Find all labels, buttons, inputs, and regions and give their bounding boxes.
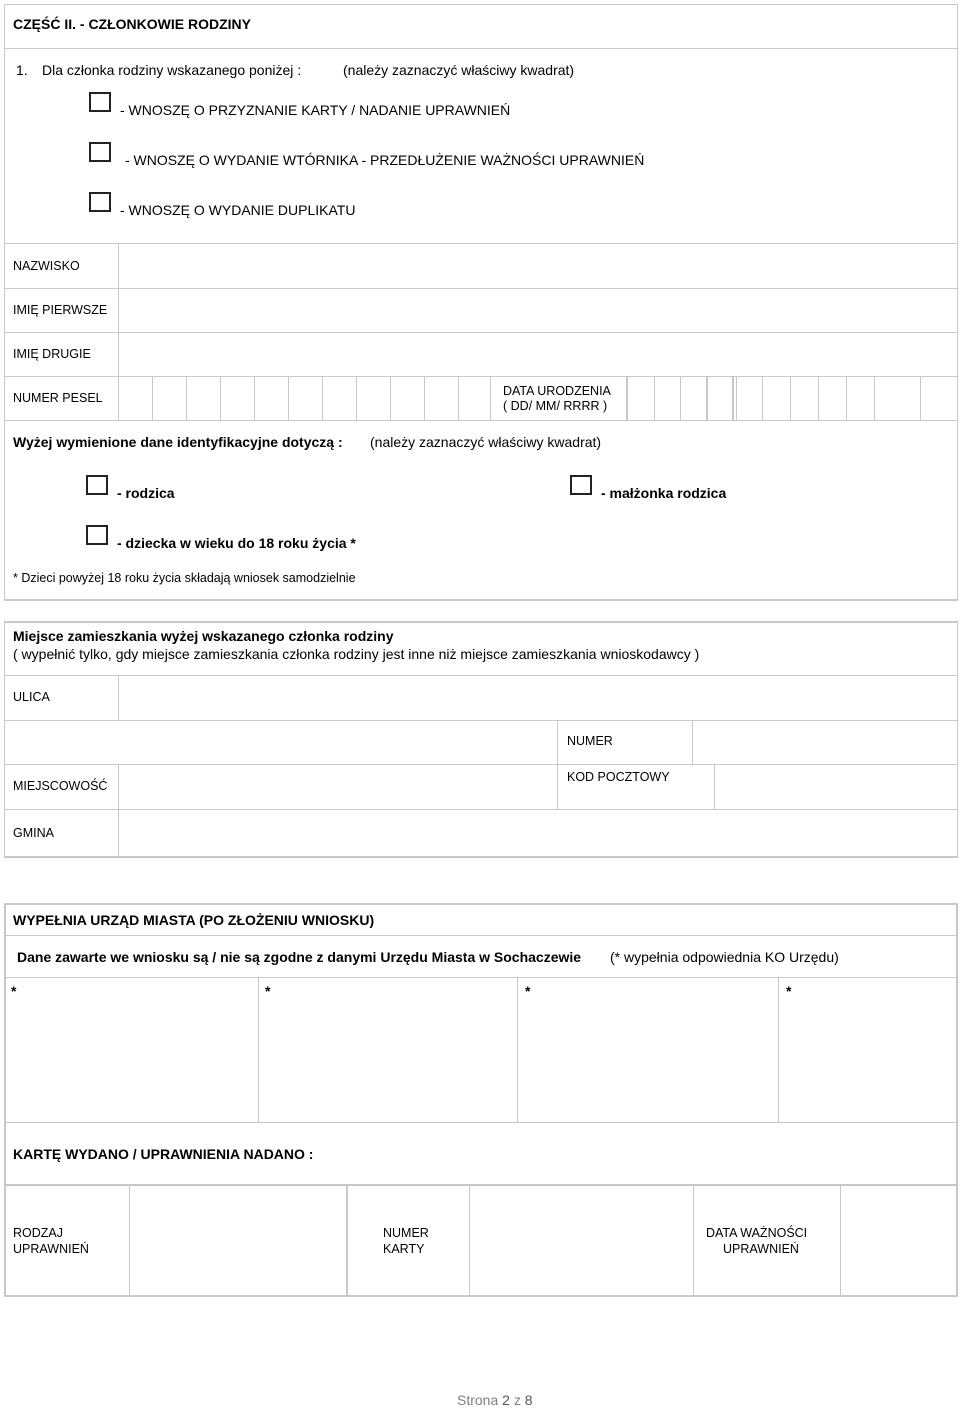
birth-date-format: ( DD/ MM/ RRRR ) <box>503 399 608 413</box>
date-digit-separator <box>762 376 763 421</box>
office-statement-hint: (* wypełnia odpowiednia KO Urzędu) <box>610 949 839 965</box>
relation-heading: Wyżej wymienione dane identyfikacyjne dotyczą : <box>13 434 343 450</box>
date-digit-separator <box>736 376 737 421</box>
pesel-digit-separator <box>322 376 323 421</box>
validity-label: DATA WAŻNOŚCI <box>706 1226 808 1240</box>
residence-heading: Miejsce zamieszkania wyżej wskazanego członka rodziny <box>13 628 394 644</box>
date-digit-separator <box>732 376 734 421</box>
date-digit-separator <box>846 376 847 421</box>
office-box <box>4 903 958 1123</box>
date-digit-separator <box>790 376 791 421</box>
validity-input[interactable] <box>841 1186 956 1296</box>
pesel-digit-separator <box>356 376 357 421</box>
relation-note: * Dzieci powyżej 18 roku życia składają wniosek samodzielnie <box>13 571 356 585</box>
relation-checkbox-child[interactable] <box>86 525 108 545</box>
pesel-digit-separator <box>254 376 255 421</box>
date-digit-separator <box>818 376 819 421</box>
postal-code-label: KOD POCZTOWY <box>567 770 670 784</box>
request-checkbox-card[interactable] <box>89 92 111 112</box>
pesel-digit-separator <box>458 376 459 421</box>
date-digit-separator <box>920 376 921 421</box>
page-separator: z <box>513 1392 521 1408</box>
postal-code-input[interactable] <box>715 765 957 809</box>
pesel-digit-separator <box>118 376 119 421</box>
card-number-input[interactable] <box>470 1186 693 1296</box>
city-label: MIEJSCOWOŚĆ <box>13 779 108 793</box>
pesel-digit-separator <box>152 376 153 421</box>
item1-text: Dla członka rodziny wskazanego poniżej : <box>42 62 302 78</box>
second-name-label: IMIĘ DRUGIE <box>13 347 91 361</box>
office-star-cell[interactable]: * <box>525 983 531 999</box>
page-total: 8 <box>524 1392 533 1408</box>
card-number-label: NUMER <box>383 1226 429 1240</box>
commune-input[interactable] <box>119 810 957 857</box>
date-digit-separator <box>654 376 655 421</box>
item1-number: 1. <box>16 62 28 78</box>
relation-hint: (należy zaznaczyć właściwy kwadrat) <box>370 434 602 450</box>
pesel-digit-separator <box>390 376 391 421</box>
pesel-label: NUMER PESEL <box>13 391 103 405</box>
pesel-digit-separator <box>424 376 425 421</box>
permission-type-input[interactable] <box>130 1186 346 1296</box>
pesel-digit-separator <box>288 376 289 421</box>
relation-checkbox-spouse[interactable] <box>570 475 592 495</box>
relation-checkbox-parent[interactable] <box>86 475 108 495</box>
first-name-input[interactable] <box>119 289 957 332</box>
relation-label-parent: - rodzica <box>117 485 175 501</box>
request-label-renewal: - WNOSZĘ O WYDANIE WTÓRNIKA - PRZEDŁUŻENIE WAŻNOŚCI UPRAWNIEŃ <box>125 152 645 168</box>
birth-date-label: DATA URODZENIA <box>503 384 611 398</box>
pesel-digit-separator <box>220 376 221 421</box>
request-checkbox-renewal[interactable] <box>89 142 111 162</box>
date-digit-separator <box>706 376 708 421</box>
page-label: Strona <box>457 1392 499 1408</box>
page-current: 2 <box>502 1392 510 1408</box>
second-name-input[interactable] <box>119 333 957 376</box>
residence-subheading: ( wypełnić tylko, gdy miejsce zamieszkania członka rodziny jest inne niż miejsce zamieszkania wnioskodawcy ) <box>13 646 700 662</box>
first-name-label: IMIĘ PIERWSZE <box>13 303 108 317</box>
office-heading: WYPEŁNIA URZĄD MIASTA (PO ZŁOŻENIU WNIOSKU) <box>13 912 375 928</box>
street-label: ULICA <box>13 690 50 704</box>
date-digit-separator <box>626 376 628 421</box>
issued-heading: KARTĘ WYDANO / UPRAWNIENIA NADANO : <box>13 1146 314 1162</box>
request-label-card: - WNOSZĘ O PRZYZNANIE KARTY / NADANIE UPRAWNIEŃ <box>120 102 511 118</box>
section-title: CZĘŚĆ II. - CZŁONKOWIE RODZINY <box>13 16 251 32</box>
office-star-cell[interactable]: * <box>11 983 17 999</box>
date-digit-separator <box>680 376 681 421</box>
office-star-cell[interactable]: * <box>786 983 792 999</box>
permission-type-label-2: UPRAWNIEŃ <box>13 1242 89 1256</box>
commune-label: GMINA <box>13 826 54 840</box>
street-input[interactable] <box>119 677 957 720</box>
item1-hint: (należy zaznaczyć właściwy kwadrat) <box>343 62 575 78</box>
page-footer <box>457 1392 533 1408</box>
number-label: NUMER <box>567 734 613 748</box>
date-digit-separator <box>874 376 875 421</box>
surname-label: NAZWISKO <box>13 259 80 273</box>
pesel-digit-separator <box>186 376 187 421</box>
request-checkbox-duplicate[interactable] <box>89 192 111 212</box>
office-statement: Dane zawarte we wniosku są / nie są zgodne z danymi Urzędu Miasta w Sochaczewie <box>17 949 582 965</box>
city-input[interactable] <box>119 765 557 809</box>
relation-label-child: - dziecka w wieku do 18 roku życia * <box>117 535 356 551</box>
relation-label-spouse: - małżonka rodzica <box>601 485 727 501</box>
request-label-duplicate: - WNOSZĘ O WYDANIE DUPLIKATU <box>120 202 356 218</box>
card-number-label-2: KARTY <box>383 1242 425 1256</box>
number-input[interactable] <box>693 721 957 764</box>
validity-label-2: UPRAWNIEŃ <box>723 1242 799 1256</box>
office-star-cell[interactable]: * <box>265 983 271 999</box>
permission-type-label: RODZAJ <box>13 1226 63 1240</box>
surname-input[interactable] <box>119 245 957 288</box>
